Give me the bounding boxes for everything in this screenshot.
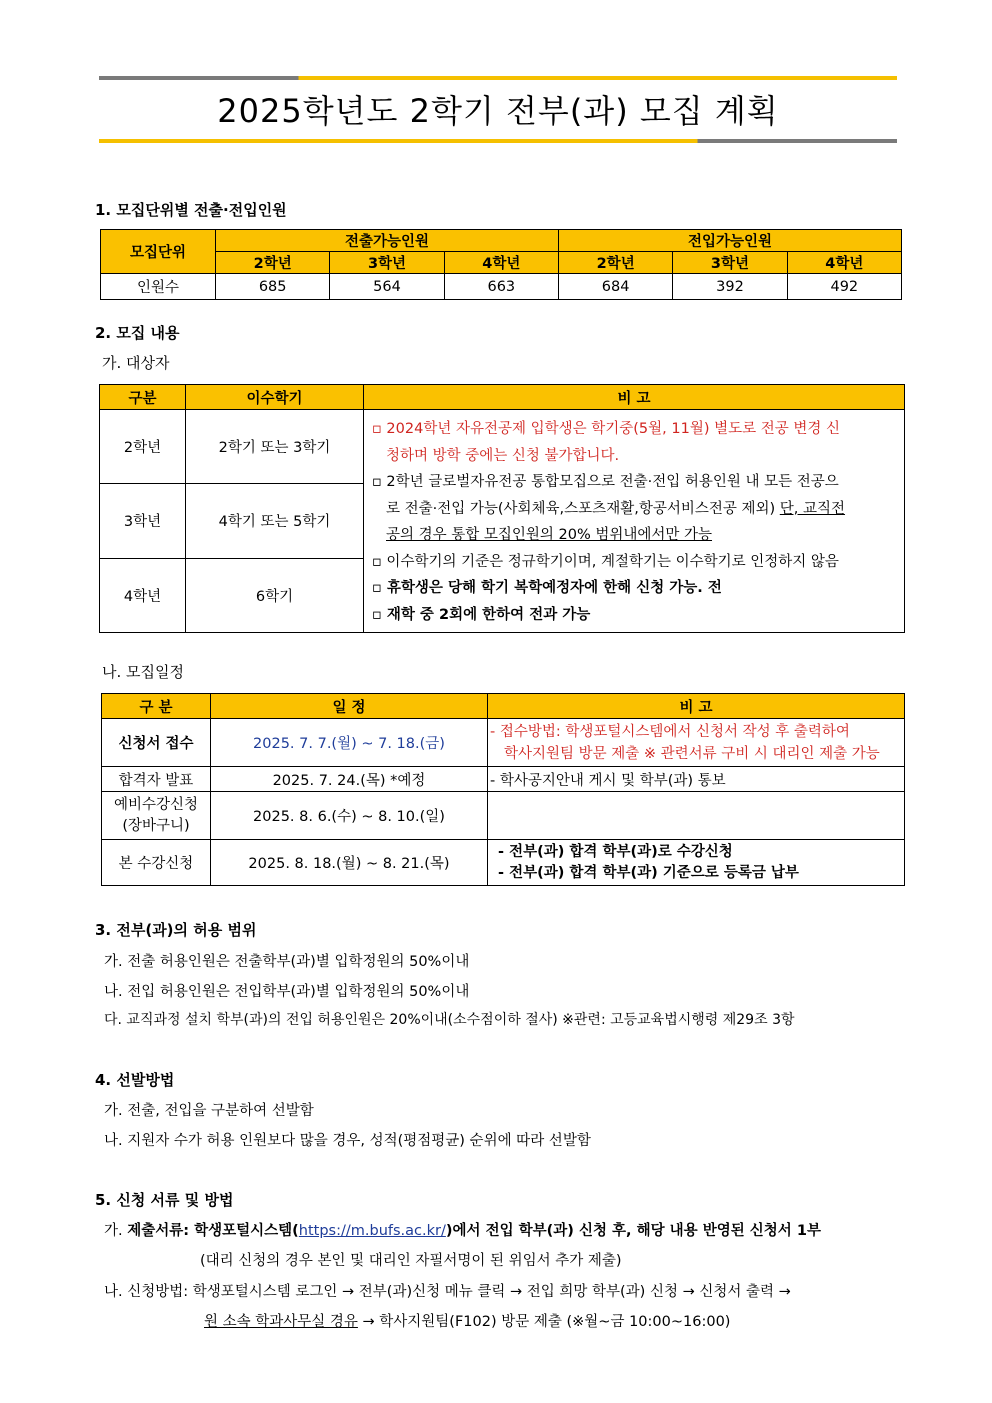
title-top-bar xyxy=(99,76,897,80)
note-line: ▫ 이수학기의 기준은 정규학기이며, 계절학기는 이수학기로 인정하지 않음 xyxy=(372,553,839,570)
schedule-label: 본 수강신청 xyxy=(102,840,211,886)
portal-link[interactable]: https://m.bufs.ac.kr/ xyxy=(298,1223,446,1239)
schedule-note: - 학사공지안내 게시 및 학부(과) 통보 xyxy=(488,767,905,792)
col-header: 구 분 xyxy=(102,694,211,719)
col-header: 일 정 xyxy=(211,694,488,719)
note-line: - 접수방법: 학생포털시스템에서 신청서 작성 후 출력하여 xyxy=(490,723,850,740)
s5-item-b-cont xyxy=(204,1310,730,1331)
schedule-label: 신청서 접수 xyxy=(102,719,211,767)
table-cell: 684 xyxy=(558,274,672,300)
term-cell: 6학기 xyxy=(186,558,364,632)
col-header: 이수학기 xyxy=(186,385,364,410)
grade-header: 2학년 xyxy=(216,252,330,274)
item-text: → 학사지원팀(F102) 방문 제출 (※월~금 10:00~16:00) xyxy=(357,1314,731,1330)
col-header: 비 고 xyxy=(364,385,905,410)
grade-cell: 3학년 xyxy=(100,484,186,558)
note-line: 로 전출·전입 가능(사회체육,스포츠재활,항공서비스전공 제외) xyxy=(386,500,780,517)
s5-item-a xyxy=(104,1219,821,1240)
term-cell: 4학기 또는 5학기 xyxy=(186,484,364,558)
note-line: ▫ 휴학생은 당해 학기 복학예정자에 한해 신청 가능. 전 xyxy=(372,580,722,596)
table-cell: 492 xyxy=(787,274,901,300)
sub-heading-b: 나. 모집일정 xyxy=(102,663,184,681)
section-3-heading: 3. 전부(과)의 허용 범위 xyxy=(95,921,257,939)
page-title: 2025학년도 2학기 전부(과) 모집 계획 xyxy=(217,92,779,130)
schedule-label: 합격자 발표 xyxy=(102,767,211,792)
grade-header: 2학년 xyxy=(558,252,672,274)
item-underlined: 원 소속 학과사무실 경유 xyxy=(204,1314,358,1330)
grade-cell: 2학년 xyxy=(100,410,186,484)
note-line: - 전부(과) 합격 학부(과)로 수강신청 xyxy=(498,843,733,860)
schedule-table xyxy=(101,693,905,886)
row-label: 인원수 xyxy=(101,274,216,300)
grade-header: 3학년 xyxy=(673,252,787,274)
note-line: ▫ 2학년 글로벌자유전공 통합모집으로 전출·전입 허용인원 내 모든 전공으 xyxy=(372,474,839,490)
grade-cell: 4학년 xyxy=(100,558,186,632)
schedule-note xyxy=(488,719,905,767)
schedule-date: 2025. 7. 24.(목) *예정 xyxy=(211,767,488,792)
note-line-underlined: 공의 경우 통합 모집인원의 20% 범위내에서만 가능 xyxy=(386,527,713,543)
schedule-note xyxy=(488,840,905,886)
group-in: 전입가능인원 xyxy=(558,230,901,252)
col-header: 구분 xyxy=(100,385,186,410)
note-line: - 전부(과) 합격 학부(과) 기준으로 등록금 납부 xyxy=(498,864,799,881)
group-out: 전출가능인원 xyxy=(216,230,559,252)
section-2-heading: 2. 모집 내용 xyxy=(95,324,180,342)
schedule-label xyxy=(102,792,211,840)
s3-item-c: 다. 교직과정 설치 학부(과)의 전입 허용인원은 20%이내(소수점이하 절사) ※관련: 고등교육법시행령 제29조 3항 xyxy=(104,1012,795,1028)
target-table xyxy=(99,384,905,633)
table-cell: 564 xyxy=(330,274,444,300)
label-line: 예비수강신청 xyxy=(113,796,199,813)
grade-header: 3학년 xyxy=(330,252,444,274)
note-line: ▫ 2024학년 자유전공제 입학생은 학기중(5월, 11월) 별도로 전공 변경 신 xyxy=(372,421,840,437)
note-line-underlined: 단, 교직전 xyxy=(779,500,846,517)
s3-item-b: 나. 전입 허용인원은 전입학부(과)별 입학정원의 50%이내 xyxy=(104,984,470,1000)
schedule-note xyxy=(488,792,905,840)
grade-header: 4학년 xyxy=(787,252,901,274)
note-cell xyxy=(364,410,905,633)
note-line: 학사지원팀 방문 제출 ※ 관련서류 구비 시 대리인 제출 가능 xyxy=(504,745,880,762)
s5-item-b: 나. 신청방법: 학생포털시스템 로그인 → 전부(과)신청 메뉴 클릭 → 전입 희망 학부(과) 신청 → 신청서 출력 → xyxy=(104,1284,791,1300)
s5-item-a-note: (대리 신청의 경우 본인 및 대리인 자필서명이 된 위임서 추가 제출) xyxy=(200,1253,622,1269)
section-5-heading: 5. 신청 서류 및 방법 xyxy=(95,1191,234,1209)
section-4-heading: 4. 선발방법 xyxy=(95,1071,175,1089)
col-header: 비 고 xyxy=(488,694,905,719)
sub-heading-a: 가. 대상자 xyxy=(102,354,170,372)
table-cell: 392 xyxy=(673,274,787,300)
label-line: (장바구니) xyxy=(122,817,190,834)
schedule-date: 2025. 8. 18.(월) ~ 8. 21.(목) xyxy=(211,840,488,886)
term-cell: 2학기 또는 3학기 xyxy=(186,410,364,484)
section-1-heading: 1. 모집단위별 전출·전입인원 xyxy=(95,201,287,219)
s3-item-a: 가. 전출 허용인원은 전출학부(과)별 입학정원의 50%이내 xyxy=(104,954,470,970)
table-cell: 685 xyxy=(216,274,330,300)
schedule-date: 2025. 8. 6.(수) ~ 8. 10.(일) xyxy=(211,792,488,840)
item-bold: 제출서류: 학생포털시스템( xyxy=(127,1223,299,1239)
col-unit: 모집단위 xyxy=(101,230,216,274)
note-line: ▫ 재학 중 2회에 한하여 전과 가능 xyxy=(372,606,591,623)
grade-header: 4학년 xyxy=(444,252,558,274)
quota-table xyxy=(100,229,902,300)
table-cell: 663 xyxy=(444,274,558,300)
item-bold: )에서 전입 학부(과) 신청 후, 해당 내용 반영된 신청서 1부 xyxy=(445,1223,821,1239)
title-bottom-bar xyxy=(99,139,897,143)
item-prefix: 가. xyxy=(104,1223,128,1239)
schedule-date: 2025. 7. 7.(월) ~ 7. 18.(금) xyxy=(211,719,488,767)
s4-item-a: 가. 전출, 전입을 구분하여 선발함 xyxy=(104,1103,314,1119)
note-line: 청하며 방학 중에는 신청 불가합니다. xyxy=(386,447,620,464)
s4-item-b: 나. 지원자 수가 허용 인원보다 많을 경우, 성적(평점평균) 순위에 따라 선발함 xyxy=(104,1133,591,1149)
